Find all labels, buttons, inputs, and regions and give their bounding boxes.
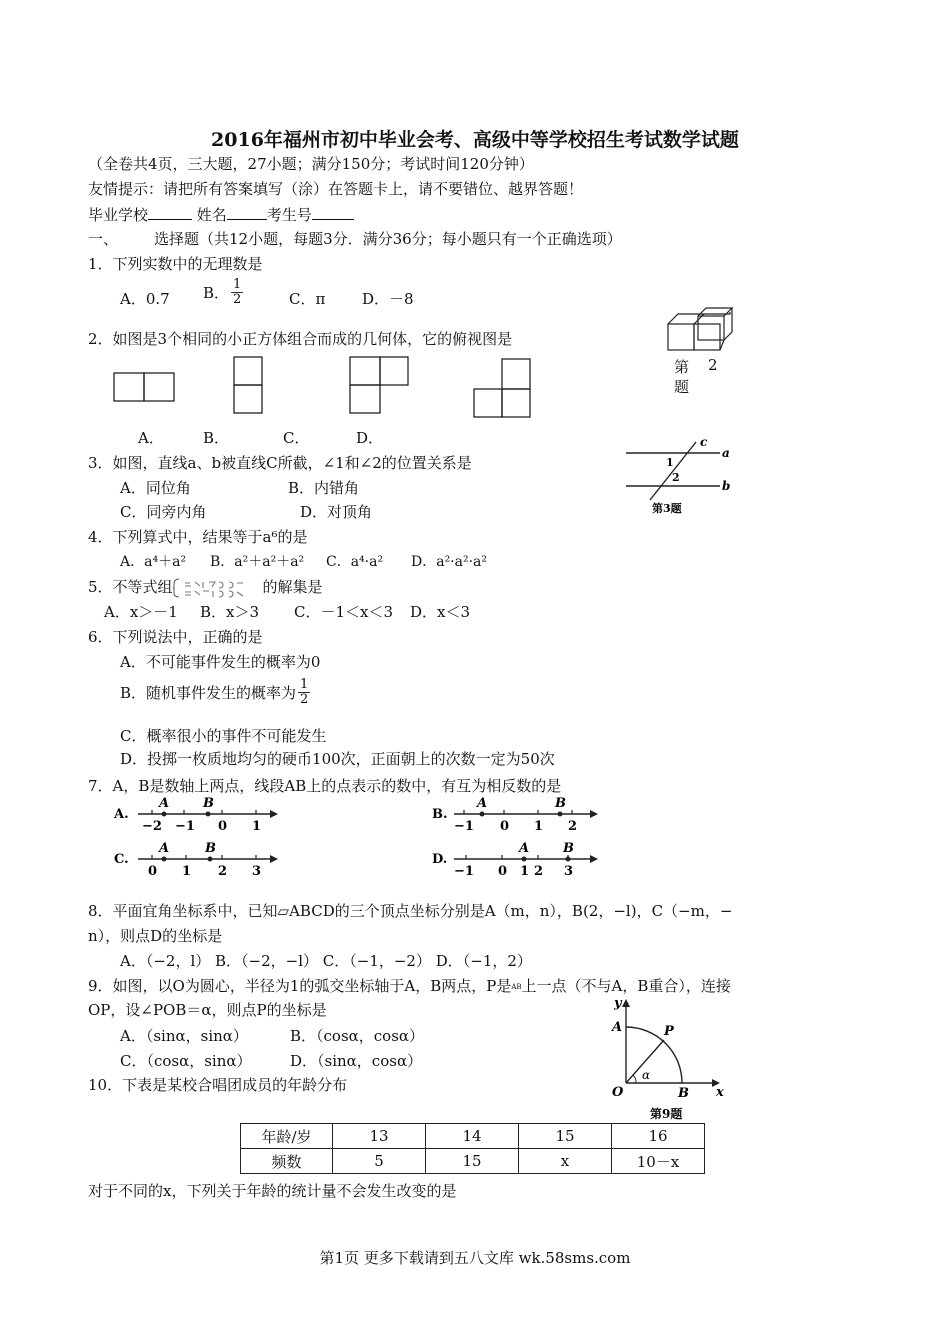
q7-b-tick-2: 1 [534,819,544,834]
q7-d-tick-0: −1 [454,864,474,879]
q7-b-tick-1: 0 [500,819,510,834]
q3-label-a: a [722,446,730,460]
q7-line-c-label: C. [114,852,129,867]
school-blank[interactable] [148,207,192,220]
table-cell: 10－x [612,1149,705,1174]
q9-label-alpha: α [642,1068,651,1082]
q7-a-tick-3: 1 [252,819,262,834]
q8-line2: n），则点D的坐标是 [88,927,223,945]
q3-option-c: C．同旁内角 [120,503,207,521]
q6-fraction: $\frac{1}{2}$ [300,677,309,707]
exam-no-blank[interactable] [312,207,354,220]
q2-view-b [234,357,262,413]
table-header-cell: 16 [612,1124,705,1149]
table-cell: 5 [333,1149,426,1174]
q1-option-a: A．0.7 [120,290,170,308]
q9-option-d: D．（sinα，cosα） [290,1052,423,1070]
q4-option-d: D．a²·a²·a² [411,554,488,570]
q5-option-a: A．x＞－1 [104,603,178,621]
q5-option-c: C．－1＜x＜3 [294,603,394,621]
reminder: 友情提示：请把所有答案填写（涂）在答题卡上，请不要错位、越界答题！ [88,180,584,198]
name-blank[interactable] [227,207,267,220]
q7-b-point-a: A [477,796,488,811]
q7-d-point-a: A [519,841,530,856]
q7-c-point-b: B [205,841,216,856]
q2-stem: 2．如图是3个相同的小正方体组合而成的几何体，它的俯视图是 [88,330,513,348]
table-header-cell: 年龄/岁 [241,1124,333,1149]
q7-b-tick-0: −1 [454,819,474,834]
q9-line1: 9．如图，以O为圆心，半径为1的弧交坐标轴于A，B两点，P是AB上一点（不与A，B重合），连接 [88,977,731,995]
q3-option-b: B．内错角 [288,479,360,497]
q9-line2: OP，设∠POB＝α，则点P的坐标是 [88,1001,327,1019]
q9-label-x: x [716,1085,724,1100]
q4-option-a: A．a⁴＋a² [120,554,187,570]
q6-stem: 6．下列说法中，正确的是 [88,628,263,646]
q1-stem: 1．下列实数中的无理数是 [88,255,263,273]
q9-label-p: P [664,1024,674,1039]
table-cell: x [519,1149,612,1174]
name-label: 姓名 [196,206,227,224]
q7-a-tick-2: 0 [218,819,228,834]
school-label: 毕业学校 [88,206,149,224]
q7-d-tick-2: 1 [520,864,530,879]
q10-age-table [240,1123,705,1174]
q2-view-d [474,359,530,417]
q7-c-point-a: A [159,841,170,856]
q1-option-d: D．－8 [362,290,414,308]
section1-number: 一、 [88,230,119,248]
q2-view-c [350,357,408,413]
q6-option-d: D．投掷一枚质地均匀的硬币100次，正面朝上的次数一定为50次 [120,750,555,768]
q2-fig-label-1: 第 [674,358,690,376]
q2-option-a: A． [138,429,164,447]
q9-option-b: B．（cosα，cosα） [290,1027,425,1045]
q3-stem: 3．如图，直线a、b被直线C所截，∠1和∠2的位置关系是 [88,454,472,472]
q3-angle-2: 2 [672,471,680,484]
q7-d-tick-4: 3 [564,864,574,879]
q9-label-y: y [614,996,622,1011]
q6-option-b: B．随机事件发生的概率为 $\frac{1}{2}$ [120,677,309,707]
q3-label-b: b [722,479,731,493]
q7-b-tick-3: 2 [568,819,578,834]
page-footer: 第1页 更多下载请到五八文库 wk.58sms.com [319,1249,631,1267]
q5-inequality-system-image [173,577,263,599]
q3-angle-1: 1 [666,456,674,469]
q7-a-point-b: B [203,796,214,811]
q10-stem: 10．下表是某校合唱团成员的年龄分布 [88,1076,348,1094]
q7-line-d-label: D. [432,852,448,867]
q7-a-tick-1: −1 [175,819,195,834]
q7-line-c [114,841,278,879]
q7-line-d [432,841,598,879]
q5-stem: 5．不等式组 的解集是 [88,576,323,599]
q7-stem: 7．A，B是数轴上两点，线段AB上的点表示的数中，有互为相反数的是 [88,777,562,795]
q2-view-a [114,373,174,401]
section1-heading: 选择题（共12小题，每题3分．满分36分；每小题只有一个正确选项） [154,230,622,248]
q7-c-tick-0: 0 [148,864,158,879]
q7-line-a-label: A. [114,807,129,822]
q9-label-a: A [612,1020,623,1035]
q2-option-d: D． [356,429,384,447]
q8-line1: 8．平面宜角坐标系中，已知▱ABCD的三个顶点坐标分别是A（m，n），B(2，−l)，C（−m，− [88,902,733,920]
q7-c-tick-3: 3 [252,864,262,879]
q9-caption: 第9题 [650,1107,683,1121]
q4-option-b: B．a²＋a²＋a² [210,554,305,570]
table-cell: 频数 [241,1149,333,1174]
q2-top-view-options [110,355,550,420]
q3-figure [620,432,740,518]
q2-fig-label-2: 2 [708,356,718,374]
q9-label-b: B [678,1086,689,1101]
q7-line-b [432,796,598,834]
q2-cubes-figure [660,306,740,358]
q2-option-b: B． [203,429,230,447]
q7-number-lines [110,795,610,885]
q2-option-c: C． [283,429,310,447]
q1-option-c: C．π [289,290,326,308]
q5-option-d: D．x＜3 [410,603,471,621]
q9-arc-ab: AB [511,983,522,991]
q5-option-b: B．x＞3 [200,603,260,621]
q3-option-d: D．对顶角 [300,503,373,521]
q3-option-a: A．同位角 [120,479,191,497]
q7-b-point-b: B [555,796,566,811]
table-header-cell: 14 [426,1124,519,1149]
exam-subtitle: （全卷共4页，三大题，27小题；满分150分；考试时间120分钟） [88,155,534,173]
q7-c-tick-2: 2 [218,864,228,879]
q7-d-tick-3: 2 [534,864,544,879]
q2-fig-label-3: 题 [674,378,690,396]
q7-c-tick-1: 1 [182,864,192,879]
q7-a-tick-0: −2 [142,819,162,834]
q9-figure [600,995,730,1125]
table-cell: 15 [426,1149,519,1174]
q9-label-o: O [612,1085,624,1100]
q7-d-tick-1: 0 [498,864,508,879]
q7-a-point-a: A [159,796,170,811]
page-title: 2016年福州市初中毕业会考、高级中等学校招生考试数学试题 [211,129,739,151]
q9-option-c: C．（cosα，sinα） [120,1052,252,1070]
q7-line-a [113,796,278,834]
q7-line-b-label: B. [432,807,448,822]
table-row [241,1124,705,1149]
table-header-cell: 15 [519,1124,612,1149]
table-header-cell: 13 [333,1124,426,1149]
q7-d-point-b: B [563,841,574,856]
q10-after-text: 对于不同的x，下列关于年龄的统计量不会发生改变的是 [88,1182,457,1200]
q6-option-c: C．概率很小的事件不可能发生 [120,727,327,745]
q6-option-a: A．不可能事件发生的概率为0 [120,653,321,671]
student-info [88,204,354,225]
q4-stem: 4．下列算式中，结果等于a⁶的是 [88,528,308,546]
table-row [241,1149,705,1174]
q9-option-a: A．（sinα，sinα） [120,1027,248,1045]
q1-fraction: $\frac{1}{2}$ [233,277,242,307]
q8-options: A．（−2，l） B．（−2，−l） C．（−1，−2） D．（−1，2） [120,952,532,970]
q1-option-b: B． $\frac{1}{2}$ [203,277,242,307]
q3-caption: 第3题 [652,502,682,515]
exam-no-label: 考生号 [266,206,312,224]
q3-label-c: c [700,435,708,449]
q4-option-c: C．a⁴·a² [326,554,384,570]
